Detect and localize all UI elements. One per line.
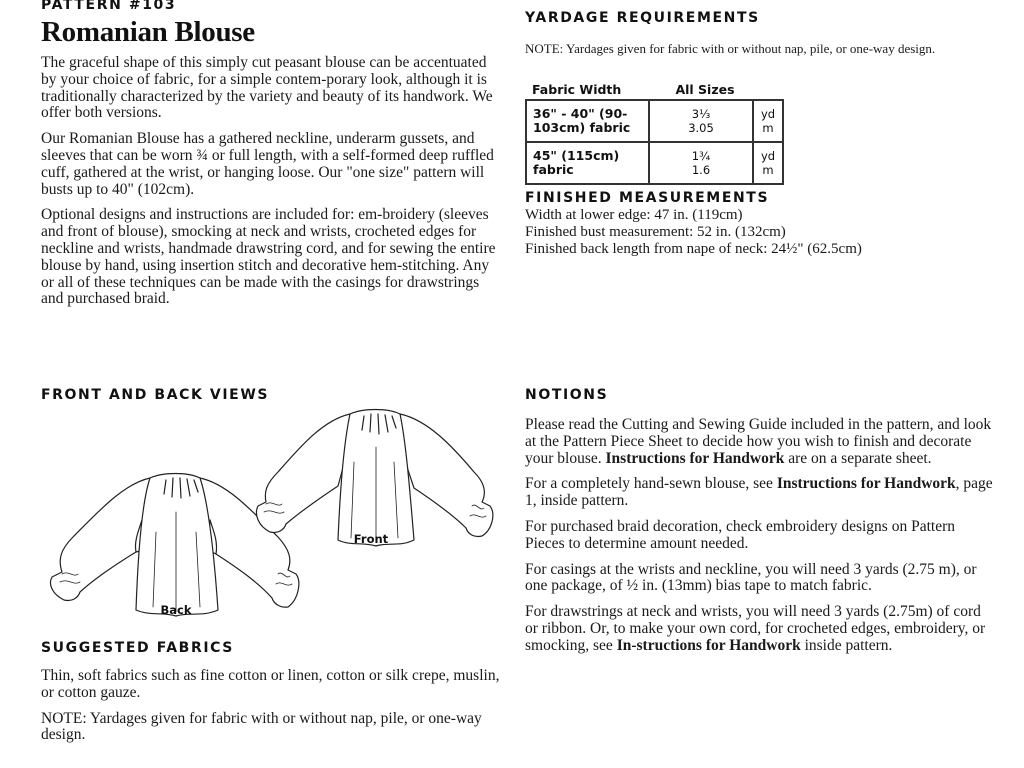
fabrics-note: NOTE: Yardages given for fabric with or without nap, pile, or one-way design. xyxy=(41,709,482,744)
fabric-width-cell: 45" (115cm) fabric xyxy=(526,142,649,184)
emphasis: In-structions for Handwork xyxy=(616,636,801,654)
measurement-line: Finished bust measurement: 52 in. (132cm) xyxy=(525,224,786,240)
fabrics-heading: SUGGESTED FABRICS xyxy=(41,640,234,656)
description-paragraph: The graceful shape of this simply cut peasant blouse can be accentuated by your choice of fabric, for a simple contem-porary look, although it is traditionally characterized by the variety and beauty of its handwork. We offer both versions. xyxy=(41,54,493,122)
front-view-drawing xyxy=(257,410,493,547)
notions-body xyxy=(525,417,995,664)
description-paragraph: Optional designs and instructions are included for: em-broidery (sleeves and front of blouse), smocking at neck and wrists, crocheted edges for neckline and wrists, handmade drawstring cord, and for sewing the entire blouse by hand, using insertion stitch and decorative hem-stitching. Any or all of these techniques can be made with the casings for drawstrings and purchased braid. xyxy=(41,206,496,308)
page-title: Romanian Blouse xyxy=(41,16,255,48)
text: Please read the Cutting and Sewing Guide included in the pattern, and look at the Pattern Piece Sheet to decide how you wish to finish and decorate your blouse. xyxy=(525,416,992,467)
measurement-line: Width at lower edge: 47 in. (119cm) xyxy=(525,207,743,223)
unit-m: m xyxy=(762,163,774,177)
amount-yd: 1¾ xyxy=(691,149,711,163)
views-heading: FRONT AND BACK VIEWS xyxy=(41,387,270,403)
pattern-number: PATTERN #103 xyxy=(41,0,177,13)
table-row xyxy=(526,100,783,142)
unit-cell xyxy=(753,142,783,184)
text: , page 1, inside pattern. xyxy=(525,475,993,510)
blouse-illustration xyxy=(38,402,498,622)
unit-yd: yd xyxy=(760,107,776,121)
notions-paragraph xyxy=(525,417,995,467)
notions-heading: NOTIONS xyxy=(525,387,609,403)
table-row xyxy=(526,142,783,184)
description-paragraph: Our Romanian Blouse has a gathered neckline, underarm gussets, and sleeves that can be worn ¾ or full length, with a self-formed deep ruffled cuff, gathered at the wrist, or hanging loose. Our "one size" pattern will busts up to 40" (102cm). xyxy=(41,130,494,198)
amount-cell xyxy=(649,100,753,142)
text: For a completely hand-sewn blouse, see xyxy=(525,475,777,493)
emphasis: Instructions for Handwork xyxy=(776,475,956,493)
yardage-note: NOTE: Yardages given for fabric with or without nap, pile, or one-way design. xyxy=(525,41,936,56)
notions-paragraph: For casings at the wrists and neckline, you will need 3 yards (2.75 m), or one package, of ½ in. (13mm) bias tape to match fabric. xyxy=(525,560,977,595)
description xyxy=(41,55,501,317)
column-header: Fabric Width xyxy=(532,82,622,97)
fabric-width-cell: 36" - 40" (90-103cm) fabric xyxy=(526,100,649,142)
amount-m: 1.6 xyxy=(691,163,711,177)
notions-paragraph xyxy=(525,604,995,654)
amount-m: 3.05 xyxy=(688,121,714,135)
text: For drawstrings at neck and wrists, you will need 3 yards (2.75m) of cord or ribbon. Or, to make your own cord, for crocheted edges, embroidery, or smocking, see xyxy=(525,603,986,654)
fabrics-paragraph: Thin, soft fabrics such as fine cotton or linen, cotton or silk crepe, muslin, or cotton gauze. xyxy=(41,667,500,701)
notions-paragraph xyxy=(525,476,995,510)
unit-cell xyxy=(753,100,783,142)
amount-cell xyxy=(649,142,753,184)
back-label: Back xyxy=(160,603,192,617)
text: are on a separate sheet. xyxy=(784,449,932,467)
unit-yd: yd xyxy=(760,149,776,163)
emphasis: Instructions for Handwork xyxy=(605,449,785,467)
measurement-line: Finished back length from nape of neck: 24½" (62.5cm) xyxy=(525,241,862,257)
back-view-drawing xyxy=(51,474,299,617)
column-header: All Sizes xyxy=(675,82,735,97)
amount-yd: 3⅓ xyxy=(691,107,711,121)
table-header xyxy=(525,80,784,99)
yardage-table xyxy=(525,80,784,185)
yardage-heading: YARDAGE REQUIREMENTS xyxy=(525,10,760,26)
text: inside pattern. xyxy=(800,636,893,654)
fabrics-body xyxy=(41,668,501,753)
finished-measurements xyxy=(525,207,1005,258)
finished-heading: FINISHED MEASUREMENTS xyxy=(525,190,770,206)
front-label: Front xyxy=(353,532,389,546)
unit-m: m xyxy=(762,121,774,135)
notions-paragraph: For purchased braid decoration, check embroidery designs on Pattern Pieces to determine amount needed. xyxy=(525,517,955,552)
